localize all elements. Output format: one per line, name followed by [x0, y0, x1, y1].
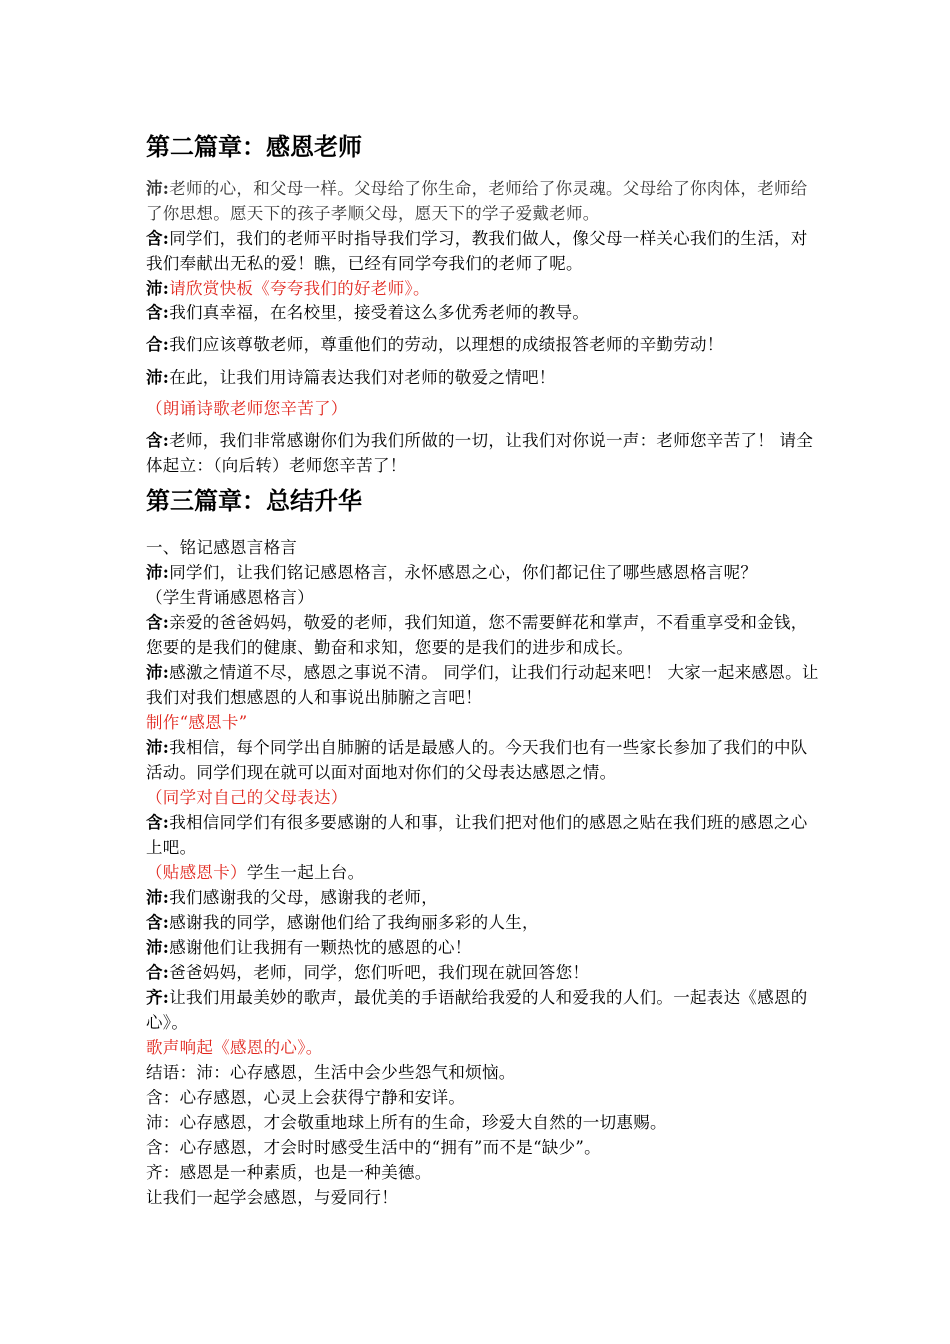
c3-subtitle: 一、铭记感恩言格言: [146, 538, 298, 557]
line-text: 感谢我的同学，感谢他们给了我绚丽多彩的人生，: [169, 913, 539, 932]
line-text: 感激之情道不尽，感恩之事说不清。 同学们，让我们行动起来吧！ 大家一起来感恩。让我们对我们想感恩的人和事说出肺腑之言吧！: [146, 663, 819, 707]
c2-line-3: [146, 276, 821, 301]
c3-line-8: [146, 810, 821, 860]
c3-line-1: [146, 560, 821, 585]
c2-line-8: [146, 428, 821, 478]
line-text: 含：心存感恩，才会时时感受生活中的“拥有”而不是“缺少”。: [146, 1138, 601, 1157]
c3-line-16: [146, 1060, 821, 1085]
line-text: 齐：感恩是一种素质，也是一种美德。: [146, 1163, 432, 1182]
speaker: 沛:: [146, 179, 170, 198]
line-text: 同学们，我们的老师平时指导我们学习，教我们做人，像父母一样关心我们的生活，对我们奉献出无私的爱！瞧，已经有同学夸我们的老师了呢。: [146, 229, 808, 273]
line-text: 在此，让我们用诗篇表达我们对老师的敬爱之情吧！: [169, 368, 556, 387]
line-text: 制作“感恩卡”: [146, 713, 248, 732]
c2-line-7: [146, 396, 821, 421]
speaker: 沛:: [146, 563, 170, 582]
line-text: 含：心存感恩，心灵上会获得宁静和安详。: [146, 1088, 466, 1107]
speaker: 含:: [146, 431, 170, 450]
c3-line-7: [146, 785, 821, 810]
line-text: 同学们，让我们铭记感恩格言，永怀感恩之心，你们都记住了哪些感恩格言呢？: [169, 563, 758, 582]
line-text: 老师的心，和父母一样。父母给了你生命，老师给了你灵魂。父母给了你肉体，老师给了你思想。愿天下的孩子孝顺父母，愿天下的学子爱戴老师。: [146, 179, 808, 223]
speaker: 沛:: [146, 888, 170, 907]
c2-line-2: [146, 226, 821, 276]
chapter3-title: 第三篇章：总结升华: [146, 487, 362, 515]
line-text: 歌声响起《感恩的心》。: [146, 1038, 323, 1057]
line-text: （同学对自己的父母表达）: [146, 788, 348, 807]
speaker: 含:: [146, 229, 170, 248]
line-text: 让我们用最美妙的歌声，最优美的手语献给我爱的人和爱我的人们。一起表达《感恩的心》。: [146, 988, 808, 1032]
speaker: 沛:: [146, 279, 170, 298]
line-text: （贴感恩卡）: [146, 863, 247, 882]
c2-line-1: [146, 176, 821, 226]
speaker: 含:: [146, 913, 170, 932]
line-text: 感谢他们让我拥有一颗热忱的感恩的心！: [169, 938, 472, 957]
line-text: 我们感谢我的父母，感谢我的老师，: [169, 888, 439, 907]
c3-line-9: [146, 860, 821, 885]
line-text: 沛：心存感恩，才会敬重地球上所有的生命，珍爱大自然的一切惠赐。: [146, 1113, 667, 1132]
speaker: 含:: [146, 303, 170, 322]
c3-line-18: [146, 1110, 821, 1135]
speaker: 合:: [146, 963, 170, 982]
c3-line-10: [146, 885, 821, 910]
chapter2-title: 第二篇章：感恩老师: [146, 133, 362, 161]
c3-line-12: [146, 935, 821, 960]
line-text: （朗诵诗歌老师您辛苦了）: [146, 399, 348, 418]
line-text: 我相信同学们有很多要感谢的人和事，让我们把对他们的感恩之贴在我们班的感恩之心上吧。: [146, 813, 808, 857]
c3-line-3: [146, 610, 821, 660]
speaker: 沛:: [146, 368, 170, 387]
line-text: 结语：沛：心存感恩，生活中会少些怨气和烦恼。: [146, 1063, 516, 1082]
c3-line-4: [146, 660, 821, 710]
line-text: 我相信，每个同学出自肺腑的话是最感人的。今天我们也有一些家长参加了我们的中队活动。同学们现在就可以面对面地对你们的父母表达感恩之情。: [146, 738, 808, 782]
line-text: 爸爸妈妈，老师，同学，您们听吧，我们现在就回答您！: [169, 963, 590, 982]
c3-line-5: [146, 710, 821, 735]
line-text: 老师，我们非常感谢你们为我们所做的一切，让我们对你说一声：老师您辛苦了！ 请全体起立：（向后转）老师您辛苦了！: [146, 431, 814, 475]
c3-line-21: [146, 1185, 821, 1210]
line-text: 让我们一起学会感恩，与爱同行！: [146, 1188, 398, 1207]
c3-line-17: [146, 1085, 821, 1110]
line-text: 亲爱的爸爸妈妈，敬爱的老师，我们知道，您不需要鲜花和掌声，不看重享受和金钱，您要的是我们的健康、勤奋和求知，您要的是我们的进步和成长。: [146, 613, 808, 657]
speaker: 含:: [146, 813, 170, 832]
line-text: （学生背诵感恩格言）: [146, 588, 314, 607]
c3-line-19: [146, 1135, 821, 1160]
c2-line-5: [146, 332, 821, 357]
speaker: 沛:: [146, 738, 170, 757]
speaker: 含:: [146, 613, 170, 632]
speaker: 合:: [146, 335, 170, 354]
line-text: 请欣赏快板《夸夸我们的好老师》。: [169, 279, 430, 298]
line-text: 我们应该尊敬老师，尊重他们的劳动，以理想的成绩报答老师的辛勤劳动！: [169, 335, 724, 354]
c3-line-13: [146, 960, 821, 985]
c3-line-11: [146, 910, 821, 935]
line-tail: 学生一起上台。: [246, 863, 365, 882]
c3-line-15: [146, 1035, 821, 1060]
c3-line-6: [146, 735, 821, 785]
speaker: 沛:: [146, 663, 170, 682]
speaker: 齐:: [146, 988, 170, 1007]
c3-line-20: [146, 1160, 821, 1185]
c2-line-6: [146, 365, 821, 390]
line-text: 我们真幸福，在名校里，接受着这么多优秀老师的教导。: [169, 303, 590, 322]
c2-line-4: [146, 300, 821, 325]
c3-line-2: [146, 585, 821, 610]
speaker: 沛:: [146, 938, 170, 957]
c3-line-14: [146, 985, 821, 1035]
